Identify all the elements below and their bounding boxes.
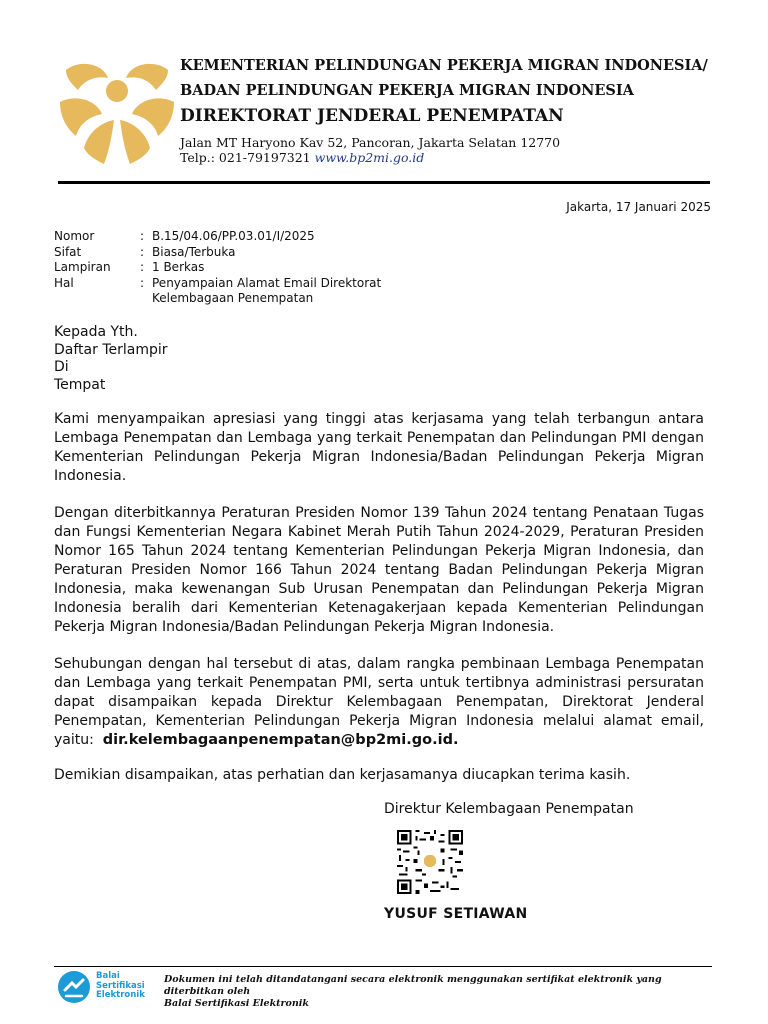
meta-sep: : [140,229,145,243]
bsre-logo-line: Elektronik [96,990,145,1000]
bsre-logo-icon [57,970,91,1004]
letterhead-phone: Telp.: 021-79197321 [180,150,311,165]
meta-row-lampiran [54,260,432,276]
footer-notice-line: Dokumen ini telah ditandatangani secara elektronik menggunakan sertifikat elektronik yang diterbitkan oleh [164,974,662,997]
meta-row-hal [54,276,432,307]
body-paragraph-3-text: Sehubungan dengan hal tersebut di atas, dalam rangka pembinaan Lembaga Penempatan dan Lembaga yang terkait Penempatan PMI, serta untuk tertibnya administrasi persuratan dapat disampaikan kepada Direktur Kelembagaan Penempatan, Direktorat Jenderal Penempatan, Kementerian Pelindungan Pekerja Migran Indonesia melalui alamat email, yaitu: [54,656,704,748]
recipient-line: Tempat [54,376,106,393]
letterhead-agency: BADAN PELINDUNGAN PEKERJA MIGRAN INDONESIA [180,82,634,99]
meta-row-sifat [54,245,432,261]
recipient-line: Daftar Terlampir [54,341,168,358]
meta-value: Biasa/Terbuka [152,244,236,259]
letterhead-address: Jalan MT Haryono Kav 52, Pancoran, Jakarta Selatan 12770 [180,135,561,150]
meta-sep: : [140,275,145,290]
recipient-block [54,324,168,394]
meta-key: Hal [54,275,74,290]
footer-notice-line: Balai Sertifikasi Elektronik [164,998,309,1009]
meta-key: Nomor [54,229,95,243]
bsre-logo-line: Balai [96,971,120,981]
bp2mi-logo-icon [58,56,176,168]
meta-key: Lampiran [54,260,111,274]
meta-value: Penyampaian Alamat Email Direktorat Kelembagaan Penempatan [152,275,382,305]
letter-meta [54,229,432,307]
bsre-logo-line: Sertifikasi [96,980,145,991]
letter-date: Jakarta, 17 Januari 2025 [566,200,711,214]
recipient-line: Di [54,359,69,375]
meta-sep: : [140,244,145,259]
signer-title: Direktur Kelembagaan Penempatan [384,801,634,817]
letterhead-directorate: DIREKTORAT JENDERAL PENEMPATAN [180,106,564,126]
recipient-line: Kepada Yth. [54,324,138,340]
meta-sep: : [140,260,145,274]
footer-esign-notice [164,974,714,1010]
meta-value: 1 Berkas [152,260,205,274]
body-paragraph-1: Kami menyampaikan apresiasi yang tinggi atas kerjasama yang telah terbangun antara Lembaga Penempatan dan Lembaga yang terkait Penempatan dan Pelindungan PMI dengan Kementerian Pelindungan Pekerja Migran Indonesia/Badan Pelindungan Pekerja Migran Indonesia. [54,411,704,484]
body-closing: Demikian disampaikan, atas perhatian dan kerjasamanya diucapkan terima kasih. [54,767,631,783]
contact-email-link[interactable]: dir.kelembagaanpenempatan@bp2mi.go.id. [102,732,459,748]
signer-name: YUSUF SETIAWAN [384,906,528,922]
meta-row-nomor [54,229,432,245]
signature-qr-code-icon [397,830,463,894]
meta-key: Sifat [54,244,82,259]
footer-divider [54,966,712,967]
bsre-logo-text [96,972,156,1001]
letterhead-website-link[interactable]: www.bp2mi.go.id [314,150,425,165]
body-paragraph-2: Dengan diterbitkannya Peraturan Presiden Nomor 139 Tahun 2024 tentang Penataan Tugas dan Fungsi Kementerian Negara Kabinet Merah Putih Tahun 2024-2029, Peraturan Presiden Nomor 165 Tahun 2024 tentang Kementerian Pelindungan Pekerja Migran Indonesia, dan Peraturan Presiden Nomor 166 Tahun 2024 tentang Badan Pelindungan Pekerja Migran Indonesia, maka kewenangan Sub Urusan Penempatan dan Pelindungan Pekerja Migran Indonesia beralih dari Kementerian Ketenagakerjaan kepada Kementerian Pelindungan Pekerja Migran Indonesia/Badan Pelindungan Pekerja Migran Indonesia. [54,505,704,635]
letterhead-divider [58,181,710,184]
meta-value: B.15/04.06/PP.03.01/I/2025 [152,229,315,243]
body-paragraph-3 [54,655,704,750]
letterhead-contact [180,150,424,165]
letterhead-ministry: KEMENTERIAN PELINDUNGAN PEKERJA MIGRAN INDONESIA/ [180,57,708,74]
